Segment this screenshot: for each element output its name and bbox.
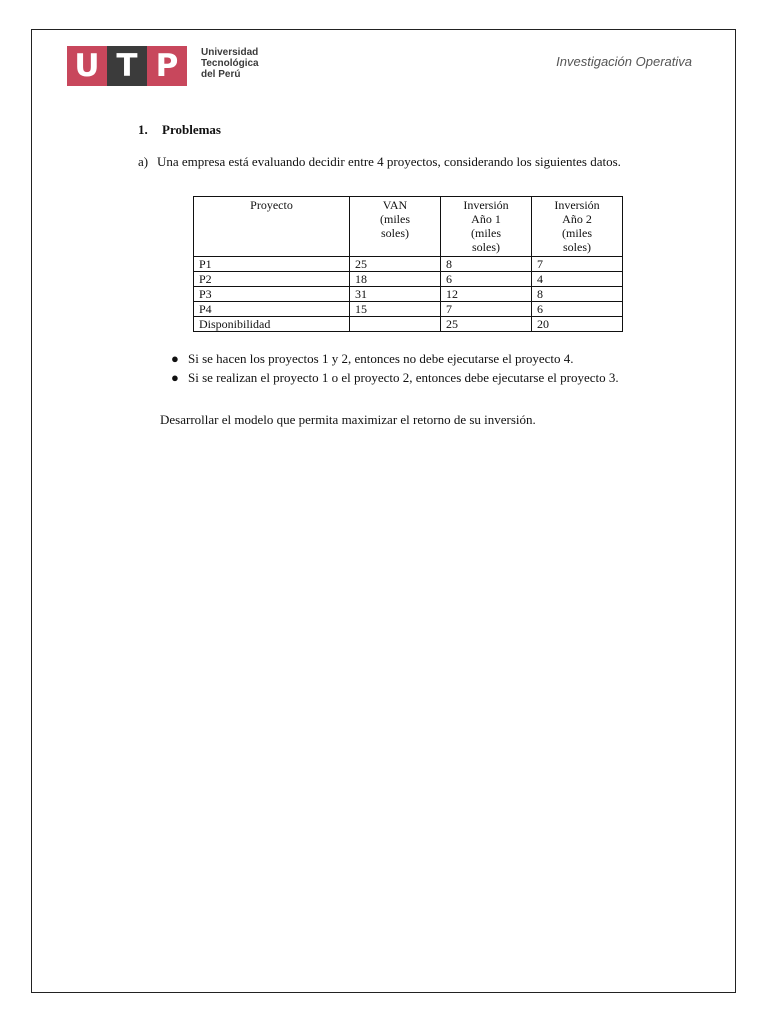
bullet-icon: ●	[171, 370, 179, 385]
table-row	[194, 287, 623, 302]
logo-letter-u: U	[67, 46, 107, 86]
header-inversion-ano-2: Inversión Año 2 (miles soles)	[532, 197, 623, 257]
logo-text-line-3: del Perú	[201, 69, 241, 80]
table-cell: 31	[350, 287, 441, 302]
list-item	[152, 370, 632, 386]
closing-instruction: Desarrollar el modelo que permita maximizar el retorno de su inversión.	[160, 412, 536, 427]
table-cell: P4	[194, 302, 350, 317]
list-item	[152, 351, 632, 367]
logo-text	[201, 47, 261, 80]
header-proyecto: Proyecto	[194, 197, 350, 257]
table-cell: 7	[532, 257, 623, 272]
table-cell: P1	[194, 257, 350, 272]
table-header-row	[194, 197, 623, 257]
table-cell: P3	[194, 287, 350, 302]
table-cell: 8	[441, 257, 532, 272]
section-number: 1.	[138, 122, 148, 137]
header-title: Investigación Operativa	[556, 54, 692, 69]
section-heading	[138, 122, 221, 138]
table-cell: 15	[350, 302, 441, 317]
table-row	[194, 272, 623, 287]
table-cell: 25	[441, 317, 532, 332]
conditions-list	[152, 351, 632, 389]
document-page	[31, 29, 736, 993]
table-cell: 6	[532, 302, 623, 317]
logo-text-line-2: Tecnológica	[201, 58, 259, 69]
table-cell: 20	[532, 317, 623, 332]
projects-table	[193, 196, 623, 332]
header-van: VAN (miles soles)	[350, 197, 441, 257]
problem-text: Una empresa está evaluando decidir entre 4 proyectos, considerando los siguientes datos.	[157, 154, 621, 169]
table-cell: 18	[350, 272, 441, 287]
table-cell: 12	[441, 287, 532, 302]
bullet-icon: ●	[171, 351, 179, 366]
table-cell: 6	[441, 272, 532, 287]
condition-text: Si se realizan el proyecto 1 o el proyecto 2, entonces debe ejecutarse el proyecto 3.	[188, 370, 619, 385]
table-row-disponibilidad	[194, 317, 623, 332]
logo-letter-t: T	[107, 46, 147, 86]
logo-text-line-1: Universidad	[201, 47, 259, 58]
table-cell: 8	[532, 287, 623, 302]
section-title: Problemas	[162, 122, 221, 137]
condition-text: Si se hacen los proyectos 1 y 2, entonces no debe ejecutarse el proyecto 4.	[188, 351, 574, 366]
table-cell: 25	[350, 257, 441, 272]
table-cell: Disponibilidad	[194, 317, 350, 332]
utp-logo	[67, 46, 259, 86]
table-row	[194, 257, 623, 272]
logo-letter-p: P	[147, 46, 187, 86]
table-row	[194, 302, 623, 317]
table-cell: 7	[441, 302, 532, 317]
table-cell: P2	[194, 272, 350, 287]
table-cell: 4	[532, 272, 623, 287]
problem-label: a)	[138, 154, 149, 169]
header-inversion-ano-1: Inversión Año 1 (miles soles)	[441, 197, 532, 257]
table-cell	[350, 317, 441, 332]
